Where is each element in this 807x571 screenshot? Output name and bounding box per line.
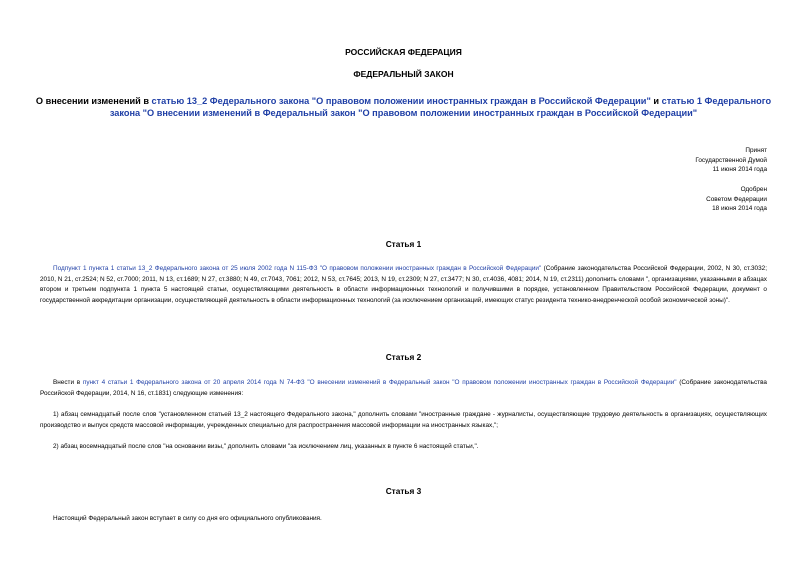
article-2-item-2: 2) абзац восемнадцатый после слов "на основании визы," дополнить словами "за исключением лиц, указанных в пункте 6 настоящей статьи,". bbox=[53, 443, 479, 450]
approval-block bbox=[567, 185, 767, 214]
article-2-heading: Статья 2 bbox=[385, 352, 422, 362]
article-1-body: (Собрание законодательства Российской Федерации, 2002, N 30, ст.3032; 2010, N 21, ст.2524; N 52, ст.7000; 2011, N 13, ст.1689; N 27, ст.3880; N 49, ст.7043, 7061; 2012, N 53, ст.7645; 2013, N 19, ст.2309; N 27, ст.3477; N 30, ст.4036, 4081; 2014, N 19, ст.2311) дополнить словами ", организациями, указанными в абзацах втором и третьем подпункта 1 пункта 5 настоящей статьи, осуществляющими деятельность в области информационных технологий и получившими в порядке, установленном Правительством Российской Федерации, документ о государственной аккредитации организации, осуществляющей деятельность в области информационных технологий (за исключением организаций, имеющих статус резидента технико-внедренческой особой экономической зоны)". bbox=[40, 265, 767, 304]
law-title-pre: О внесении изменений в bbox=[35, 96, 152, 106]
article-1-link[interactable]: Подпункт 1 пункта 1 статьи 13_2 Федерального закона от 25 июля 2002 года N 115-ФЗ "О правовом положении иностранных граждан в Российской Федерации" bbox=[53, 265, 542, 272]
adoption-line-1: Принят bbox=[745, 147, 767, 154]
article-3-heading: Статья 3 bbox=[385, 486, 422, 496]
law-title-mid: и bbox=[650, 96, 662, 106]
country-heading: РОССИЙСКАЯ ФЕДЕРАЦИЯ bbox=[345, 47, 462, 57]
law-title-link-2[interactable]: статью 1 Федерального закона "О внесении изменений в Федеральный закон "О правовом положении иностранных граждан в Российской Федерации" bbox=[109, 96, 772, 118]
article-2-intro-pre: Внести в bbox=[53, 379, 83, 386]
adoption-line-2: Государственной Думой bbox=[695, 156, 767, 164]
adoption-block bbox=[567, 146, 767, 175]
law-title-link-1[interactable]: статью 13_2 Федерального закона "О правовом положении иностранных граждан в Российской Федерации" bbox=[151, 96, 651, 106]
article-1-heading: Статья 1 bbox=[385, 239, 422, 249]
article-1-text bbox=[40, 264, 767, 306]
article-2-intro-link[interactable]: пункт 4 статьи 1 Федерального закона от 20 апреля 2014 года N 74-ФЗ "О внесении изменений в Федеральный закон "О правовом положении иностранных граждан в Российской Федерации" bbox=[82, 379, 677, 386]
law-title bbox=[30, 95, 777, 119]
adoption-line-3: 11 июня 2014 года bbox=[712, 166, 767, 174]
article-2-item-1: 1) абзац семнадцатый после слов "установленном статьей 13_2 настоящего Федерального закона," дополнить словами "иностранные граждане - журналисты, осуществляющие трудовую деятельность в организациях, осуществляющих производство и выпуск средств массовой информации, учрежденных специально для распространения массовой информации на иностранных языках,"; bbox=[40, 411, 767, 429]
article-3-text: Настоящий Федеральный закон вступает в силу со дня его официального опубликования. bbox=[53, 515, 322, 522]
law-type-heading: ФЕДЕРАЛЬНЫЙ ЗАКОН bbox=[353, 69, 454, 79]
approval-line-2: Советом Федерации bbox=[706, 195, 767, 203]
approval-line-3: 18 июня 2014 года bbox=[712, 205, 767, 213]
article-2-intro bbox=[40, 378, 767, 399]
article-2-intro-post: (Собрание законодательства Российской Федерации, 2014, N 16, ст.1831) следующие изменения: bbox=[40, 379, 767, 397]
approval-line-1: Одобрен bbox=[740, 186, 767, 193]
